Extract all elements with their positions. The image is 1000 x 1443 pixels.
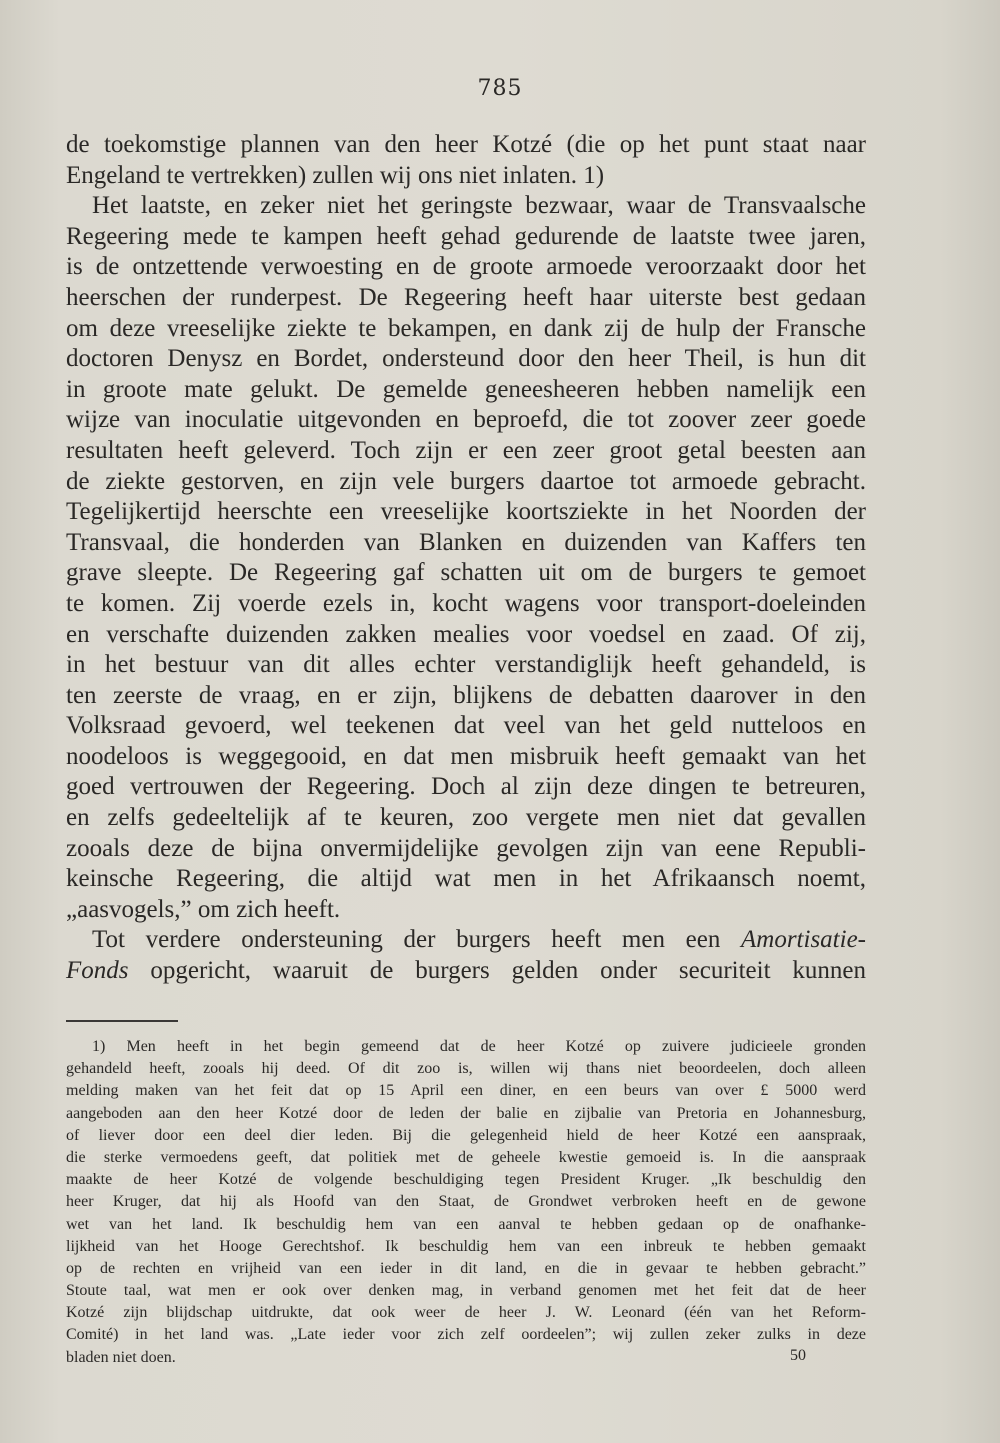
body-line (66, 925, 866, 956)
body-line: en verschafte duizenden zakken mealies voor voedsel en zaad. Of zij, (66, 620, 866, 648)
footnote-line: lijkheid van het Hooge Gerechtshof. Ik beschuldig hem van een inbreuk te hebben gemaakt (66, 1237, 866, 1255)
footnote-line: gehandeld heeft, zooals hij deed. Of dit zoo is, willen wij thans niet beoordeelen, doch alleen (66, 1060, 866, 1078)
body-text-run: opgericht, waaruit de burgers gelden onder securiteit kunnen (128, 957, 866, 985)
body-line: grave sleepte. De Regeering gaf schatten uit om de burgers te gemoet (66, 559, 866, 587)
footnote-line: maakte de heer Kotzé de volgende beschuldiging tegen President Kruger. „Ik beschuldig den (66, 1171, 866, 1189)
body-line: om deze vreeselijke ziekte te bekampen, en dank zij de hulp der Fransche (66, 314, 866, 342)
footnote-divider (66, 1020, 178, 1022)
footnote-line: Stoute taal, wat men er ook over denken mag, in verband genomen met het feit dat de heer (66, 1282, 866, 1300)
footnote-line: Comité) in het land was. „Late ieder voor zich zelf oordeelen”; wij zullen zeker zulks in deze (66, 1326, 866, 1344)
body-line: de ziekte gestorven, en zijn vele burgers daartoe tot armoede gebracht. (66, 467, 866, 495)
body-line: Regeering mede te kampen heeft gehad gedurende de laatste twee jaren, (66, 222, 866, 250)
footnote-line: op de rechten en vrijheid van een ieder in dit land, en die in gevaar te hebben gebracht.” (66, 1259, 866, 1277)
body-line: goed vertrouwen der Regeering. Doch al zijn deze dingen te betreuren, (66, 773, 866, 801)
body-line: Volksraad gevoerd, wel teekenen dat veel van het geld nutteloos en (66, 712, 866, 740)
footnote-line: of liever door een deel dier leden. Bij die gelegenheid hield de heer Kotzé een aanspraak, (66, 1126, 866, 1144)
body-line (66, 956, 866, 987)
footnote-line: Kotzé zijn blijdschap uitdrukte, dat ook weer de heer J. W. Leonard (één van het Reform- (66, 1304, 866, 1322)
body-line: Het laatste, en zeker niet het geringste bezwaar, waar de Transvaalsche (92, 192, 866, 220)
italic-term: Amortisatie- (741, 926, 866, 954)
body-line: wijze van inoculatie uitgevonden en beproefd, die tot zoover zeer goede (66, 406, 866, 434)
body-line: Transvaal, die honderden van Blanken en duizenden van Kaffers ten (66, 528, 866, 556)
body-line: te komen. Zij voerde ezels in, kocht wagens voor transport-doeleinden (66, 589, 866, 617)
body-line: en zelfs gedeeltelijk af te keuren, zoo vergete men niet dat gevallen (66, 804, 866, 832)
body-line: in het bestuur van dit alles echter verstandiglijk heeft gehandeld, is (66, 651, 866, 679)
body-line: is de ontzettende verwoesting en de groote armoede veroorzaakt door het (66, 253, 866, 281)
footnote-line: 1) Men heeft in het begin gemeend dat de heer Kotzé op zuivere judicieele gronden (92, 1038, 866, 1055)
body-line: in groote mate gelukt. De gemelde geneesheeren hebben namelijk een (66, 375, 866, 403)
footnote-line: bladen niet doen. (66, 1348, 176, 1366)
signature-mark: 50 (790, 1347, 806, 1364)
body-line: „aasvogels,” om zich heeft. (66, 895, 341, 923)
body-line: Engeland te vertrekken) zullen wij ons niet inlaten. 1) (66, 161, 605, 189)
footnote-line: aangeboden aan den heer Kotzé door de leden der balie en zijbalie van Pretoria en Johannesburg, (66, 1104, 866, 1122)
body-line: noodeloos is weggegooid, en dat men misbruik heeft gemaakt van het (66, 742, 866, 770)
body-text-run: Tot verdere ondersteuning der burgers heeft men een (92, 926, 741, 954)
body-line: zooals deze de bijna onvermijdelijke gevolgen zijn van eene Republi- (66, 834, 866, 862)
body-line: heerschen der runderpest. De Regeering heeft haar uiterste best gedaan (66, 283, 866, 311)
body-line: Tegelijkertijd heerschte een vreeselijke koortsziekte in het Noorden der (66, 498, 866, 526)
body-line: doctoren Denysz en Bordet, ondersteund door den heer Theil, is hun dit (66, 345, 866, 373)
body-line: de toekomstige plannen van den heer Kotzé (die op het punt staat naar (66, 131, 866, 158)
footnote-line: wet van het land. Ik beschuldig hem van een aanval te hebben gedaan op de onafhanke- (66, 1215, 866, 1233)
footnote-line: heer Kruger, dat hij als Hoofd van den Staat, de Grondwet verbroken heeft en de gewone (66, 1193, 866, 1211)
italic-term: Fonds (66, 957, 129, 985)
body-line: resultaten heeft geleverd. Toch zijn er een zeer groot getal beesten aan (66, 436, 866, 464)
footnotes (66, 1036, 866, 1369)
body-line: keinsche Regeering, die altijd wat men in het Afrikaansch noemt, (66, 865, 866, 893)
page-number: 785 (477, 76, 523, 101)
footnote-line: melding maken van het feit dat op 15 April een diner, en een beurs van over £ 5000 werd (66, 1082, 866, 1100)
body-text (66, 130, 866, 987)
footnote-line: die sterke vermoedens geeft, dat politiek met de geheele kwestie gemoeid is. In die aanspraak (66, 1148, 866, 1166)
body-line: ten zeerste de vraag, en er zijn, blijkens de debatten daarover in den (66, 681, 866, 709)
